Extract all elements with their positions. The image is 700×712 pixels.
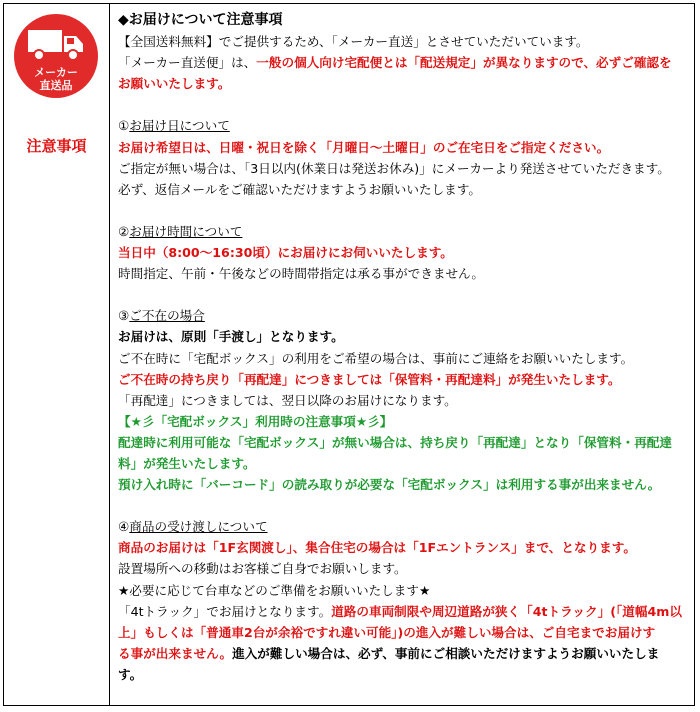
section-heading: [118, 305, 690, 326]
notice-table: [3, 3, 695, 706]
side-label: 注意事項: [26, 137, 87, 155]
notice-line: ご不在時に「宅配ボックス」の利用をご希望の場合は、事前にご連絡をお願いいたします。: [118, 350, 634, 366]
notice-line: [118, 601, 690, 622]
notice-line: [118, 453, 690, 474]
notice-line: [118, 137, 690, 158]
badge-text-line1: メーカー: [34, 66, 78, 79]
section-number: ④: [118, 519, 130, 535]
notice-line: ご指定が無い場合は、「3日以内(休業日は発送お休み)」にメーカーより発送させていただきます。: [118, 160, 670, 176]
notice-title: ◆お届けについて注意事項: [118, 12, 283, 28]
section-number: ①: [118, 118, 130, 134]
notice-line: [118, 411, 690, 432]
section-number: ②: [118, 223, 130, 239]
red-emphasis-text: 当日中（8:00～16:30頃）にお届けにお伺いいたします。: [118, 245, 453, 261]
notice-line: [118, 537, 690, 558]
notice-line: ★必要に応じて台車などのご準備をお願いいたします★: [118, 582, 431, 598]
green-emphasis-text: 料」が発生いたします。: [118, 455, 256, 471]
section-heading-text: お届け日について: [129, 118, 230, 134]
bold-text: す。: [118, 666, 143, 682]
bold-text: お届けは、原則「手渡し」となります。: [118, 329, 344, 345]
truck-icon: [26, 26, 86, 62]
red-emphasis-text: る事が出来ません。: [118, 645, 233, 661]
red-emphasis-text: 一般の個人向け宅配便とは「配送規定」が異なりますので、必ずご確認を: [256, 55, 672, 71]
red-emphasis-text: 道路の車両制限や周辺道路が狭く「4tトラック」(「道幅4m以: [331, 603, 682, 619]
notice-line: [118, 52, 690, 73]
direct-delivery-badge: [14, 14, 98, 98]
red-emphasis-text: お届け希望日は、日曜・祝日を除く「月曜日～土曜日」のご在宅日をご指定ください。: [118, 139, 610, 155]
notice-line: 【全国送料無料】でご提供するため、「メーカー直送」とさせていただいています。: [118, 34, 589, 50]
notice-line: [118, 664, 690, 685]
notice-line: 「再配達」につきましては、翌日以降のお届けになります。: [118, 392, 457, 408]
notice-line: [118, 73, 690, 94]
blank-line: [118, 284, 690, 305]
green-emphasis-text: 預け入れ時に「バーコード」の読み取りが必要な「宅配ボックス」は利用する事が出来ません。: [118, 477, 661, 493]
plain-text: 「4tトラック」でお届けとなります。: [118, 603, 332, 619]
side-cell: [4, 4, 110, 705]
notice-line: [118, 326, 690, 347]
blank-line: [118, 94, 690, 115]
section-heading: [118, 115, 690, 136]
notice-line: [118, 622, 690, 643]
red-emphasis-text: 商品のお届けは「1F玄関渡し」、集合住宅の場合は「1Fエントランス」まで、となります。: [118, 540, 636, 556]
bold-text: 進入が難しい場合は、必ず、事前にご相談いただけますようお願いいたしま: [232, 645, 660, 661]
red-emphasis-text: 上」もしくは「普通車2台が余裕ですれ違い可能」)の進入が難しい場合は、ご自宅までお届けす: [118, 624, 656, 640]
section-heading-text: ご不在の場合: [129, 308, 205, 324]
notice-line: 設置場所への移動はお客様ご自身でお願いします。: [118, 561, 407, 577]
blank-line: [118, 495, 690, 516]
notice-content: [118, 10, 690, 685]
notice-line: [118, 432, 690, 453]
notice-line: 時間指定、午前・午後などの時間帯指定は承る事ができません。: [118, 266, 484, 282]
badge-text-line2: 直送品: [39, 79, 73, 92]
green-emphasis-text: 配達時に利用可能な「宅配ボックス」が無い場合は、持ち戻り「再配達」となり「保管料・再配達: [118, 434, 672, 450]
section-heading: [118, 516, 690, 537]
red-emphasis-text: お願いいたします。: [118, 76, 231, 92]
green-emphasis-text: 【★彡「宅配ボックス」利用時の注意事項★彡】: [118, 413, 393, 429]
section-heading-text: お届け時間について: [129, 223, 243, 239]
notice-line: [118, 643, 690, 664]
notice-line: [118, 242, 690, 263]
notice-line: 必ず、返信メールをご確認いただけますようお願いいたします。: [118, 181, 481, 197]
plain-text: 「メーカー直送便」は、: [118, 55, 257, 71]
notice-line: [118, 474, 690, 495]
section-heading-text: 商品の受け渡しについて: [129, 519, 268, 535]
red-emphasis-text: ご不在時の持ち戻り「再配達」につきましては「保管料・再配達料」が発生いたします。: [118, 371, 621, 387]
notice-line: [118, 369, 690, 390]
blank-line: [118, 200, 690, 221]
section-heading: [118, 221, 690, 242]
section-number: ③: [118, 308, 130, 324]
